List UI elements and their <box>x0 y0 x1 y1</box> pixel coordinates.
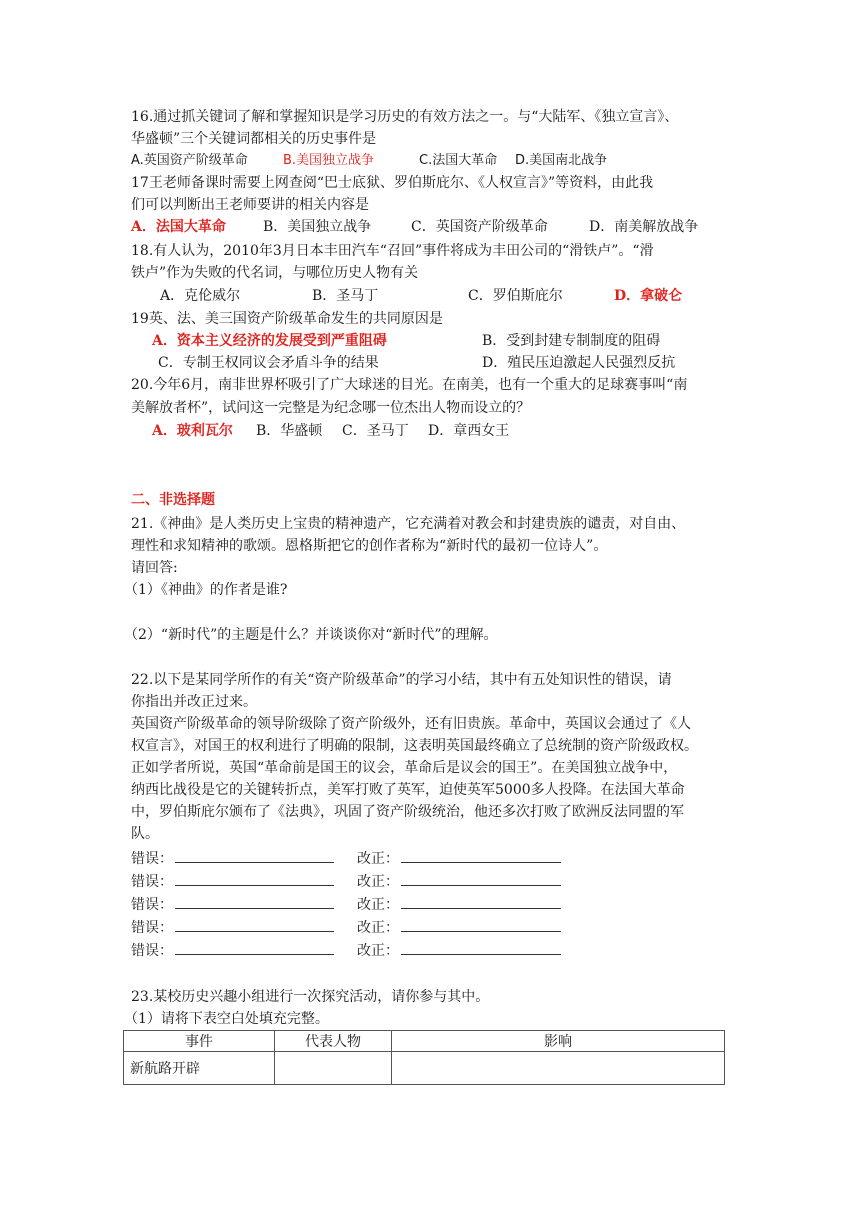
q21-sub1: （1）《神曲》的作者是谁? <box>124 582 288 598</box>
q16-option-d: D.美国南北战争 <box>515 153 608 168</box>
q19-stem: 19英、法、美三国资产阶级革命发生的共同原因是 <box>131 311 443 327</box>
q18-option-b: B．圣马丁 <box>312 288 379 304</box>
q17-option-a: A．法国大革命 <box>131 219 226 235</box>
fix-label: 改正： <box>357 851 399 867</box>
q20-stem-line2: 美解放者杯”，试问这一完整是为纪念哪一位杰出人物而设立的？ <box>131 400 531 416</box>
q19-option-a: A．资本主义经济的发展受到严重阻碍 <box>152 333 387 349</box>
error-label: 错误： <box>131 943 173 959</box>
q19-option-b: B．受到封建专制制度的阻碍 <box>482 333 661 349</box>
q19-options-row2 <box>158 352 758 374</box>
q19-option-d: D．殖民压迫激起人民强烈反抗 <box>482 355 676 371</box>
table-cell-event: 新航路开辟 <box>124 1052 275 1085</box>
q17-option-b: B．美国独立战争 <box>263 219 372 235</box>
q20-option-b: B．华盛顿 <box>256 423 323 439</box>
q18-stem-line2: 铁卢”作为失败的代名词，与哪位历史人物有关 <box>131 265 419 281</box>
q19-options-row1 <box>152 330 752 352</box>
table-header-impact: 影响 <box>392 1031 725 1052</box>
q22-passage-line6: 队。 <box>131 826 159 842</box>
q17-option-d: D．南美解放战争 <box>589 219 699 235</box>
table-header-row <box>124 1031 725 1052</box>
error-blank[interactable] <box>175 940 334 955</box>
q18-option-c: C．罗伯斯庇尔 <box>468 288 563 304</box>
q16-option-c: C.法国大革命 <box>419 153 498 168</box>
fix-blank[interactable] <box>401 871 561 886</box>
q22-passage-line5: 中，罗伯斯庇尔颁布了《法典》，巩固了资产阶级统治，他还多次打败了欧洲反法同盟的军 <box>131 804 684 820</box>
q22-passage-line4: 纳西比战役是它的关键转折点，美军打败了英军，迫使英军5000多人投降。在法国大革命 <box>131 782 685 798</box>
q17-stem-line1: 17王老师备课时需要上网查阅“巴士底狱、罗伯斯庇尔、《人权宣言》”等资料，由此我 <box>131 175 654 191</box>
q21-prompt: 请回答: <box>131 560 178 576</box>
q19-option-c: C．专制王权同议会矛盾斗争的结果 <box>158 355 379 371</box>
table-row <box>124 1052 725 1085</box>
q18-option-d: D．拿破仑 <box>614 288 683 304</box>
fix-label: 改正： <box>357 897 399 913</box>
q17-option-c: C．英国资产阶级革命 <box>411 219 548 235</box>
q22-passage-line3: 正如学者所说，英国“革命前是国王的议会，革命后是议会的国王”。在美国独立战争中， <box>131 760 678 776</box>
fix-label: 改正： <box>357 874 399 890</box>
q22-passage-line2: 权宣言》，对国王的权利进行了明确的限制，这表明英国最终确立了总统制的资产阶级政权。 <box>131 738 698 754</box>
q18-option-a: A．克伦威尔 <box>160 288 241 304</box>
q20-option-d: D．章西女王 <box>428 423 510 439</box>
fix-label: 改正： <box>357 943 399 959</box>
q16-options <box>131 150 731 172</box>
q16-stem-line1: 16.通过抓关键词了解和掌握知识是学习历史的有效方法之一。与“大陆军、《独立宣言》、 <box>131 109 679 125</box>
error-label: 错误： <box>131 851 173 867</box>
fix-blank[interactable] <box>401 917 561 932</box>
q17-stem-line2: 们可以判断出王老师要讲的相关内容是 <box>131 197 369 213</box>
q22-stem-line1: 22.以下是某同学所作的有关“资产阶级革命”的学习小结，其中有五处知识性的错误，请 <box>131 672 672 688</box>
fix-blank[interactable] <box>401 940 561 955</box>
error-label: 错误： <box>131 874 173 890</box>
q22-passage-line1: 英国资产阶级革命的领导阶级除了资产阶级外，还有旧贵族。革命中，英国议会通过了《人 <box>131 716 691 732</box>
section-title: 二、非选择题 <box>131 492 215 508</box>
error-label: 错误： <box>131 920 173 936</box>
q23-stem: 23.某校历史兴趣小组进行一次探究活动，请你参与其中。 <box>131 989 490 1005</box>
fix-blank[interactable] <box>401 848 561 863</box>
table-header-event: 事件 <box>124 1031 275 1052</box>
error-label: 错误： <box>131 897 173 913</box>
table-cell-impact[interactable] <box>392 1052 725 1085</box>
fix-label: 改正： <box>357 920 399 936</box>
q20-option-a: A．玻利瓦尔 <box>152 423 233 439</box>
q20-stem-line1: 20.今年6月，南非世界杯吸引了广大球迷的目光。在南美，也有一个重大的足球赛事叫“南 <box>131 377 688 393</box>
q20-options <box>152 420 752 442</box>
q17-options <box>131 216 731 238</box>
q23-sub1: （1）请将下表空白处填充完整。 <box>124 1011 329 1027</box>
q22-stem-line2: 你指出并改正过来。 <box>131 694 257 710</box>
q18-stem-line1: 18.有人认为，2010年3月日本丰田汽车“召回”事件将成为丰田公司的“滑铁卢”。“滑 <box>131 243 654 259</box>
q16-stem-line2: 华盛顿”三个关键词都相关的历史事件是 <box>131 131 377 147</box>
events-table <box>123 1030 725 1085</box>
table-header-person: 代表人物 <box>275 1031 392 1052</box>
error-blank[interactable] <box>175 917 334 932</box>
q18-options <box>160 285 760 307</box>
q21-stem-line2: 理性和求知精神的歌颂。恩格斯把它的创作者称为“新时代的最初一位诗人”。 <box>131 538 608 554</box>
fix-blank[interactable] <box>401 894 561 909</box>
q16-option-a: A.英国资产阶级革命 <box>131 153 248 168</box>
q21-sub2: （2）“新时代”的主题是什么？并谈谈你对“新时代”的理解。 <box>124 627 498 643</box>
error-blank[interactable] <box>175 848 334 863</box>
table-cell-person[interactable] <box>275 1052 392 1085</box>
q21-stem-line1: 21.《神曲》是人类历史上宝贵的精神遗产，它充满着对教会和封建贵族的谴责，对自由、 <box>131 516 686 532</box>
q20-option-c: C．圣马丁 <box>342 423 409 439</box>
q16-option-b: B.美国独立战争 <box>283 153 375 168</box>
error-blank[interactable] <box>175 894 334 909</box>
error-blank[interactable] <box>175 871 334 886</box>
